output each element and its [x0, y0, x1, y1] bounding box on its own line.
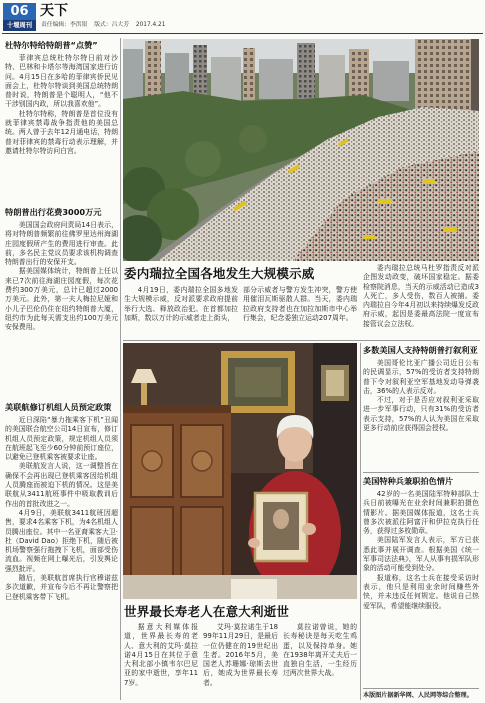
- right-article-rule: [363, 472, 479, 473]
- article-paragraph: 杜特尔特称，特朗普是首位没有就菲律宾禁毒战争指责他的美国总统。两人曾于去年12月通电话，特朗普对菲律宾的禁毒行动表示理解，并邀请杜特尔特访问白宫。: [5, 109, 118, 155]
- article-title: 美国特种兵兼职拍色情片: [363, 476, 454, 486]
- lead-bottom-rule: [123, 340, 480, 341]
- issue-date: 2017.4.21: [135, 22, 166, 28]
- lead-column-text: 4月19日，委内瑞拉全国多地发生大规模示威，反对派要求政府提前举行大选、释放政治犯。在首都加拉加斯，数以万计的示威者走上街头，: [124, 286, 238, 322]
- article-united-airlines: [5, 400, 118, 696]
- protest-photo: [123, 39, 479, 261]
- lead-headline: 委内瑞拉全国各地发生大规模示威: [124, 266, 315, 281]
- editor-name: 责任编辑：李洪银: [41, 22, 88, 28]
- longevity-photo-image: [123, 343, 357, 599]
- editor-line: [41, 21, 170, 30]
- protest-photo-image: [123, 39, 479, 261]
- article-duterte: [5, 38, 118, 205]
- article-paragraph: 美联航发言人说，这一调整旨在确保不会再出现已登机乘客因给机组人员腾座而被迫下机的情况。这是美联航从3411航班事件中吸取教训后作出的首批改进之一。: [5, 462, 118, 508]
- longevity-column-1: [124, 623, 198, 695]
- longevity-column-3: [283, 623, 357, 695]
- article-title: 美联航修订机组人员预定政策: [5, 402, 112, 412]
- article-title: 多数美国人支持特朗普打叙利亚: [363, 345, 478, 355]
- left-column: [5, 38, 118, 698]
- article-paragraph: 不过，对于是否应对叙利亚采取进一步军事行动，只有31%的受访者表示支持，57%的人认为美国在采取更多行动前应获得国会授权。: [363, 396, 479, 433]
- lead-column-text: 部分示威者与警方发生冲突，警方使用催泪瓦斯驱散人群。当天，委内瑞拉政府支持者也在加拉加斯市中心举行集会，纪念委独立运动207周年。: [243, 286, 357, 322]
- left-column-divider: [120, 38, 121, 700]
- lead-column-2: [243, 286, 357, 337]
- longevity-column-text: 据意大利媒体报道，世界最长寿的老人、意大利的艾玛·莫拉诺4月15日在其位于意大利北部小镇韦尔巴尼亚的家中逝世，享年117岁。: [124, 623, 198, 687]
- article-paragraph: 4月9日，美联航3411航班因超售，要求4名乘客下机，为4名机组人员腾出座位。其中一名亚裔乘客大卫·杜（David Dao）拒绝下机，随后被机场警察强行拖拽下飞机，面部受伤流血。视频在网上曝光后，引发舆论强烈批评。: [5, 508, 118, 573]
- article-block: [363, 343, 479, 433]
- article-paragraph: 美国陆军发言人表示，军方已获悉此事并展开调查。根据美国《统一军事司法法典》，军人从事有损军队形象的活动可能受到处分。: [363, 536, 479, 573]
- paper-name: 十堰周刊: [3, 20, 36, 31]
- lead-column-text: 委内瑞拉总统马杜罗指责反对派企图发动政变，破坏国家稳定。据委检察院消息，当天的示威活动已造成3人死亡，多人受伤，数百人被捕。委内瑞拉自今年4月初以来持续爆发反政府示威，起因是委最高法院一度宣布接管议会立法权。: [363, 264, 479, 328]
- article-paragraph: 随后，美联航首席执行官穆诺兹多次道歉，并宣布今后不再让警察把已登机乘客带下飞机。: [5, 574, 118, 601]
- article-block: [363, 474, 479, 611]
- article-paragraph: 菲律宾总统杜特尔特日前对沙特、巴林和卡塔尔等海湾国家进行访问。4月15日在多哈的菲律宾侨民见面会上，杜特尔特谈到美国总统特朗普时说，特朗普是个聪明人，“他不干涉别国内政，所以我喜欢他”。: [5, 54, 118, 109]
- header-rule: [2, 33, 483, 34]
- footer-rule: [363, 688, 479, 689]
- longevity-photo: [123, 343, 357, 599]
- layout-editor-name: 版式：吕大芳: [94, 22, 130, 28]
- longevity-headline: 世界最长寿老人在意大利逝世: [124, 604, 290, 619]
- article-trump-travel: [5, 205, 118, 400]
- lead-column-3: [363, 264, 479, 339]
- longevity-column-text: 艾玛·莫拉诺生于1899年11月29日，是最后一位仍健在的19世纪出生者。2016年5月，美国老人苏珊娜·琼斯去世后，她成为世界最长寿者。: [203, 623, 278, 687]
- article-paragraph: 42岁的一名美国陆军特种部队士兵日前被曝光在业余时间兼职拍摄色情影片。据美国媒体报道，这名士兵曾多次被派往阿富汗和伊拉克执行任务，获得过多枚勋章。: [363, 490, 479, 536]
- article-title: 特朗普出行花费3000万元: [5, 207, 102, 217]
- longevity-column-2: [203, 623, 278, 695]
- article-title: 杜特尔特给特朗普“点赞”: [5, 40, 98, 50]
- lead-column-1: [124, 286, 238, 337]
- page-number: 06: [3, 3, 36, 20]
- right-column-divider: [360, 343, 361, 700]
- photo-credit-note: 本版图片据新华网、人民网等综合整理。: [363, 692, 473, 699]
- article-paragraph: 近日深陷“暴力拖乘客下机”丑闻的美国联合航空公司14日宣布，修订机组人员预定政策，规定机组人员须在航班起飞至少60分钟前预订座位，以避免已登机乘客被要求让座。: [5, 416, 118, 462]
- section-title: 天下: [40, 3, 68, 19]
- article-paragraph: 据美国媒体统计，特朗普上任以来已7次前往海湖庄园度假，每次花费约300万美元，总计已超过2000万美元。此外，第一夫人梅拉尼娅和小儿子巴伦仍住在纽约特朗普大厦，纽约市为此每天需支出约100万美元安保费用。: [5, 267, 118, 332]
- article-paragraph: 美国国会政府问责局14日表示，将对特朗普频繁前往佛罗里达州海湖庄园度假所产生的费用进行审查。此前，多名民主党议员要求该机构调查特朗普出行的安保开支。: [5, 221, 118, 267]
- article-syria-poll: [363, 343, 479, 471]
- article-paragraph: 报道称，这名士兵在接受采访时表示，他只是利用业余时间赚些外快，并未违反任何规定。他说自己热爱军队，希望能继续服役。: [363, 573, 479, 610]
- article-paragraph: 美国哥伦比亚广播公司近日公布的民调显示，57%的受访者支持特朗普下令对叙利亚空军基地发动导弹袭击，36%的人表示反对。: [363, 359, 479, 395]
- article-special-forces: [363, 474, 479, 686]
- longevity-column-text: 莫拉诺曾说，她的长寿秘诀是每天吃生鸡蛋，以及保持单身。她在1938年离开丈夫后一直独自生活，一生经历过两次世界大战。: [283, 623, 357, 678]
